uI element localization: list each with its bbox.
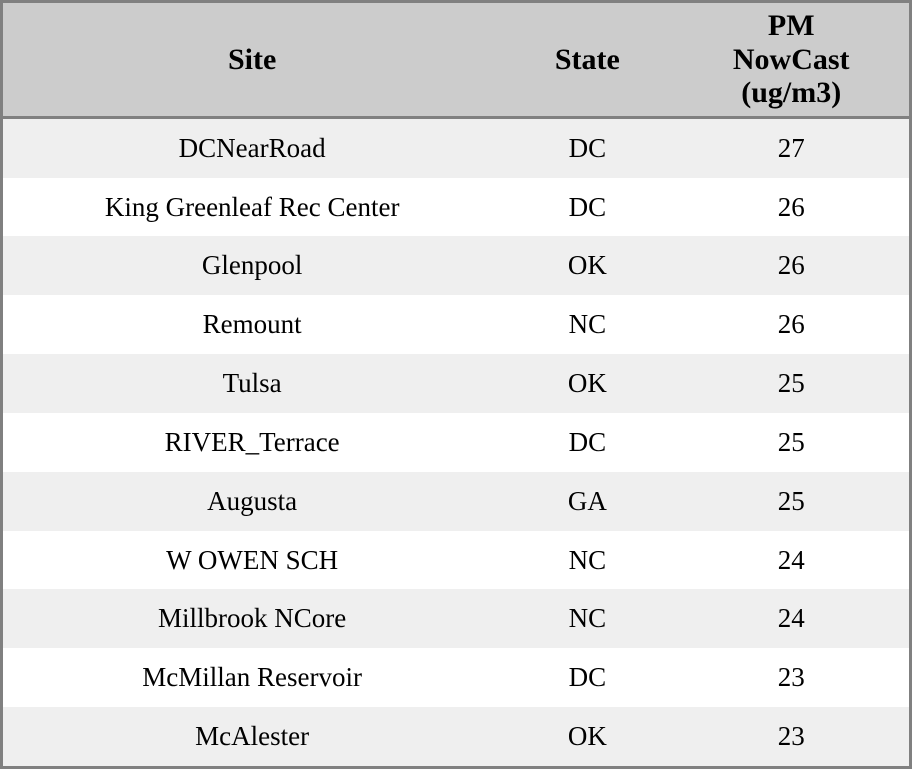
- table-header: [3, 3, 909, 117]
- cell-state: NC: [568, 544, 607, 575]
- cell-value: 23: [777, 721, 805, 752]
- cell-site: Tulsa: [222, 368, 282, 399]
- cell-site: Augusta: [207, 485, 298, 516]
- table-body: [3, 117, 909, 766]
- column-header-state: State: [501, 3, 673, 117]
- cell-site: W OWEN SCH: [166, 544, 339, 575]
- cell-site: Remount: [202, 309, 302, 340]
- cell-state: OK: [567, 368, 607, 399]
- cell-value: 26: [777, 191, 805, 222]
- table-row: [3, 707, 909, 766]
- table-header-row: [3, 3, 909, 117]
- cell-value: 25: [777, 426, 805, 457]
- cell-state: OK: [567, 250, 607, 281]
- column-header-pm-nowcast-line3: (ug/m3): [741, 76, 842, 110]
- cell-value: 26: [777, 309, 805, 340]
- column-header-site: Site: [3, 3, 501, 117]
- cell-state: GA: [567, 485, 607, 516]
- cell-state: OK: [567, 721, 607, 752]
- cell-state: DC: [568, 132, 607, 163]
- cell-value: 23: [777, 662, 805, 693]
- cell-value: 24: [777, 544, 805, 575]
- table-row: [3, 531, 909, 590]
- cell-site: Glenpool: [201, 250, 303, 281]
- table-row: [3, 472, 909, 531]
- cell-value: 24: [777, 603, 805, 634]
- cell-state: DC: [568, 662, 607, 693]
- table-row: [3, 236, 909, 295]
- cell-state: DC: [568, 191, 607, 222]
- table-row: [3, 648, 909, 707]
- cell-site: McMillan Reservoir: [142, 662, 363, 693]
- cell-state: DC: [568, 426, 607, 457]
- table-row: [3, 178, 909, 237]
- cell-site: RIVER_Terrace: [164, 426, 340, 457]
- cell-state: NC: [568, 309, 607, 340]
- cell-state: NC: [568, 603, 607, 634]
- cell-value: 25: [777, 368, 805, 399]
- cell-value: 27: [777, 132, 805, 163]
- table-row: [3, 589, 909, 648]
- table-row: [3, 354, 909, 413]
- column-header-pm-nowcast-line1: PM: [767, 9, 815, 42]
- table-row: [3, 295, 909, 354]
- column-header-pm-nowcast: [673, 3, 909, 117]
- pm-nowcast-table: [3, 3, 909, 766]
- cell-value: 26: [777, 250, 805, 281]
- cell-value: 25: [777, 485, 805, 516]
- cell-site: King Greenleaf Rec Center: [104, 191, 400, 222]
- table-row: [3, 413, 909, 472]
- cell-site: DCNearRoad: [178, 132, 326, 163]
- table-row: [3, 117, 909, 177]
- cell-site: McAlester: [195, 721, 310, 752]
- column-header-pm-nowcast-line2: NowCast: [732, 42, 850, 76]
- cell-site: Millbrook NCore: [158, 603, 347, 634]
